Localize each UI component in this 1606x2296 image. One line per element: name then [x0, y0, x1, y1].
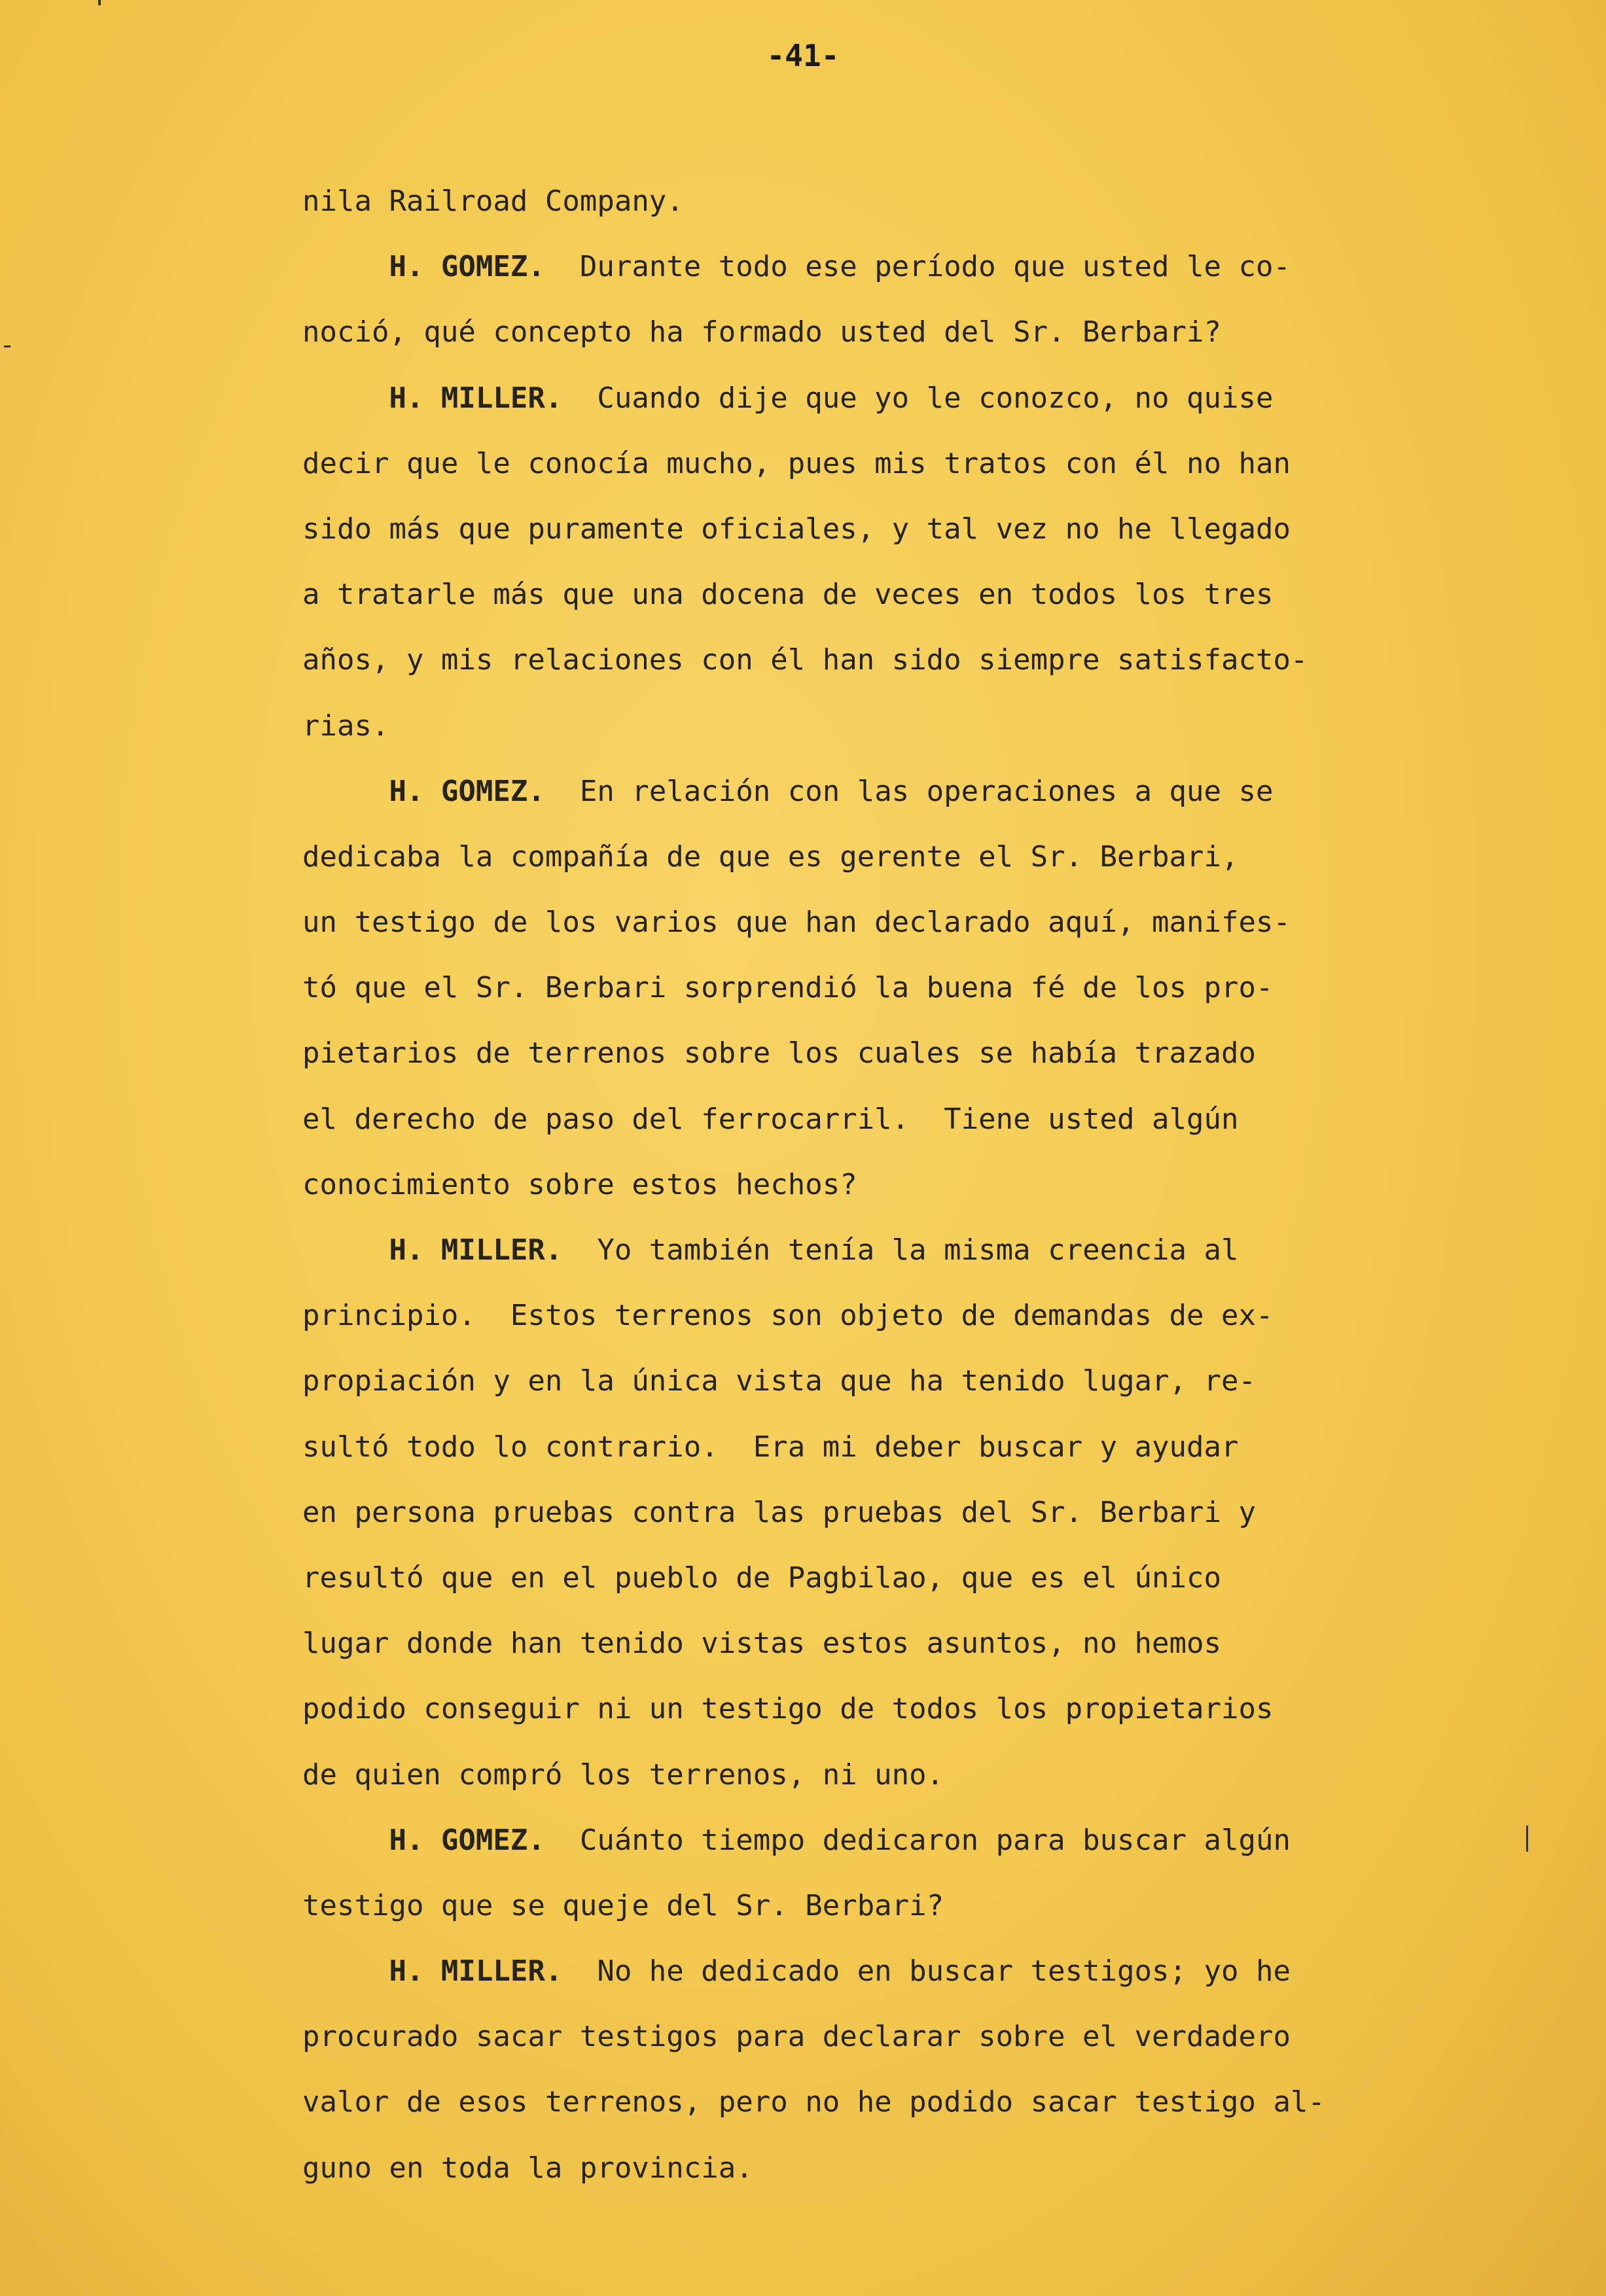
line-text: sido más que puramente oficiales, y tal vez no he llegado	[302, 512, 1291, 546]
line-text: pietarios de terrenos sobre los cuales se había trazado	[302, 1036, 1256, 1070]
line-text: lugar donde han tenido vistas estos asuntos, no hemos	[302, 1627, 1221, 1661]
line-text: principio. Estos terrenos son objeto de demandas de ex-	[302, 1299, 1274, 1333]
text-line	[302, 1415, 1474, 1480]
top-edge-mark	[98, 0, 101, 5]
text-line	[302, 1218, 1474, 1283]
transcript-body	[302, 169, 1474, 2201]
line-text: años, y mis relaciones con él han sido siempre satisfacto-	[302, 643, 1308, 677]
line-text: el derecho de paso del ferrocarril. Tiene usted algún	[302, 1102, 1239, 1136]
line-text: nila Railroad Company.	[302, 185, 684, 218]
line-indent	[302, 775, 389, 808]
speaker-label: H. MILLER.	[389, 1233, 563, 1267]
text-line	[302, 955, 1474, 1021]
text-line	[302, 1545, 1474, 1611]
text-line	[302, 234, 1474, 300]
text-line	[302, 497, 1474, 562]
speaker-label: H. GOMEZ.	[389, 1823, 545, 1857]
line-text: resultó que en el pueblo de Pagbilao, que es el único	[302, 1561, 1221, 1595]
line-text: procurado sacar testigos para declarar sobre el verdadero	[302, 2020, 1291, 2054]
text-line	[302, 627, 1474, 693]
line-text: valor de esos terrenos, pero no he podido sacar testigo al-	[302, 2085, 1325, 2119]
speaker-label: H. GOMEZ.	[389, 774, 545, 808]
text-line	[302, 1087, 1474, 1152]
line-indent	[302, 250, 389, 283]
line-text: propiación y en la única vista que ha tenido lugar, re-	[302, 1364, 1256, 1398]
line-indent	[302, 381, 389, 415]
text-line	[302, 300, 1474, 365]
text-line	[302, 562, 1474, 627]
left-margin-mark	[4, 345, 10, 347]
right-margin-mark	[1526, 1826, 1528, 1852]
text-line	[302, 2070, 1474, 2135]
text-line	[302, 431, 1474, 497]
line-text: Yo también tenía la misma creencia al	[562, 1233, 1239, 1267]
page-number: -41-	[766, 38, 840, 73]
text-line	[302, 366, 1474, 431]
line-text: en persona pruebas contra las pruebas del Sr. Berbari y	[302, 1495, 1256, 1529]
line-text: noció, qué concepto ha formado usted del Sr. Berbari?	[302, 315, 1221, 349]
line-indent	[302, 1954, 389, 1988]
speaker-label: H. MILLER.	[389, 1954, 563, 1988]
text-line	[302, 2004, 1474, 2070]
line-text: tó que el Sr. Berbari sorprendió la buena fé de los pro-	[302, 971, 1274, 1005]
text-line	[302, 1480, 1474, 1545]
text-line	[302, 1283, 1474, 1349]
text-line	[302, 2136, 1474, 2201]
line-text: decir que le conocía mucho, pues mis tratos con él no han	[302, 446, 1291, 480]
text-line	[302, 1152, 1474, 1218]
text-line	[302, 694, 1474, 759]
text-line	[302, 890, 1474, 955]
text-line	[302, 1939, 1474, 2004]
line-text: sultó todo lo contrario. Era mi deber buscar y ayudar	[302, 1430, 1239, 1464]
text-line	[302, 824, 1474, 890]
text-line	[302, 1742, 1474, 1808]
text-line	[302, 1808, 1474, 1873]
text-line	[302, 1873, 1474, 1939]
text-line	[302, 1676, 1474, 1742]
line-text: Cuánto tiempo dedicaron para buscar algún	[544, 1823, 1291, 1857]
line-text: Cuando dije que yo le conozco, no quise	[562, 381, 1274, 415]
line-text: podido conseguir ni un testigo de todos los propietarios	[302, 1692, 1274, 1726]
text-line	[302, 759, 1474, 824]
text-line	[302, 1021, 1474, 1086]
line-text: de quien compró los terrenos, ni uno.	[302, 1757, 944, 1792]
line-text: En relación con las operaciones a que se	[544, 774, 1274, 808]
line-indent	[302, 1824, 389, 1857]
line-text: Durante todo ese período que usted le co-	[544, 250, 1291, 284]
line-text: dedicaba la compañía de que es gerente el Sr. Berbari,	[302, 839, 1239, 874]
text-line	[302, 1611, 1474, 1676]
speaker-label: H. MILLER.	[389, 381, 563, 415]
line-text: testigo que se queje del Sr. Berbari?	[302, 1888, 944, 1922]
speaker-label: H. GOMEZ.	[389, 250, 545, 284]
text-line	[302, 169, 1474, 234]
line-indent	[302, 1233, 389, 1267]
line-text: conocimiento sobre estos hechos?	[302, 1167, 857, 1201]
line-text: a tratarle más que una docena de veces en todos los tres	[302, 578, 1274, 612]
line-text: rias.	[302, 709, 389, 743]
line-text: guno en toda la provincia.	[302, 2151, 753, 2185]
line-text: un testigo de los varios que han declarado aquí, manifes-	[302, 906, 1291, 940]
line-text: No he dedicado en buscar testigos; yo he	[562, 1954, 1291, 1988]
text-line	[302, 1349, 1474, 1414]
